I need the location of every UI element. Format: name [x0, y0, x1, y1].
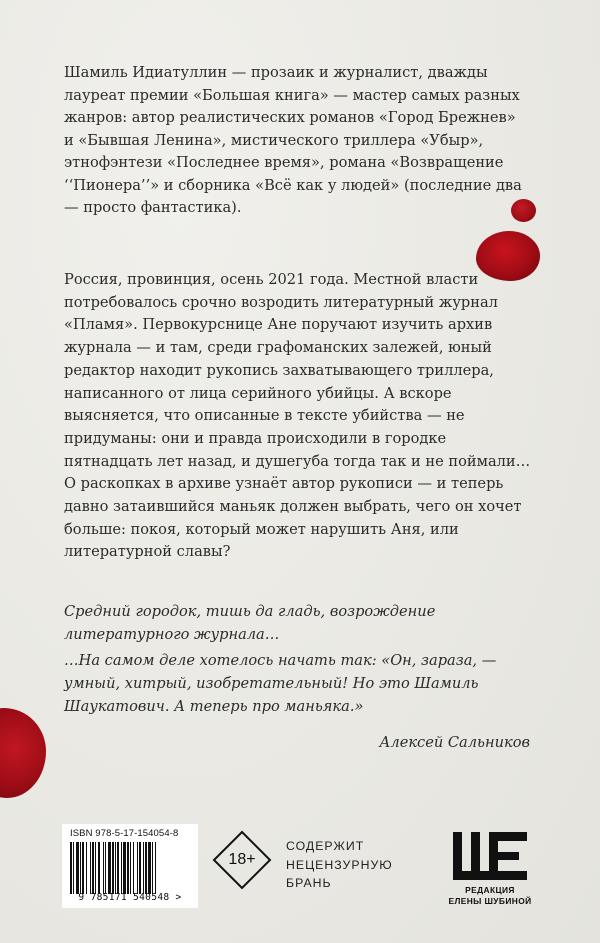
- publisher-imprint: [440, 885, 540, 906]
- barcode-bar: [148, 842, 151, 894]
- isbn-barcode: [62, 824, 198, 908]
- barcode-bar: [143, 842, 144, 894]
- barcode-bar: [92, 842, 94, 894]
- synopsis-paragraph-1: Россия, провинция, осень 2021 года. Местной власти потребовалось срочно возродить литературный журнал «Пламя». Первокурснице Ане поручают изучить архив журнала — и там, среди графоманских залежей, юный редактор находит рукопись захватывающего триллера, написанного от лица серийного убийцы. А вскоре выясняется, что описанные в тексте убийства — не придуманы: они и правда происходили в городке пятнадцать лет назад, и душегуба тогда так и не поймали…: [64, 271, 531, 470]
- barcode-bar: [155, 842, 156, 894]
- barcode-bar: [133, 842, 134, 894]
- barcode-bar: [123, 842, 126, 894]
- barcode-bar: [105, 842, 106, 894]
- isbn-label: ISBN 978-5-17-154054-8: [70, 828, 179, 839]
- barcode-bar: [103, 842, 104, 894]
- blood-stain-left-edge: [0, 708, 46, 798]
- barcode-bar: [139, 842, 141, 894]
- barcode-digits: 9 785171 540548 >: [78, 892, 182, 903]
- barcode-bar: [112, 842, 114, 894]
- profanity-warning: [286, 837, 393, 893]
- blurb-quote: [64, 601, 534, 754]
- imprint-line-2: ЕЛЕНЫ ШУБИНОЙ: [448, 895, 532, 906]
- barcode-bar: [86, 842, 87, 894]
- barcode-bar: [115, 842, 116, 894]
- barcode-bar: [137, 842, 138, 894]
- barcode-bar: [70, 842, 72, 894]
- barcode-bar: [117, 842, 119, 894]
- quote-line-2: …На самом деле хотелось начать так: «Он, зараза, — умный, хитрый, изобретательный! Но это Шамиль Шаукатович. А теперь про маньяка.»: [64, 652, 497, 715]
- barcode-bar: [130, 842, 131, 894]
- barcode-bar: [76, 842, 79, 894]
- warning-line-3: БРАНЬ: [286, 876, 332, 891]
- barcode-bar: [108, 842, 111, 894]
- warning-line-1: СОДЕРЖИТ: [286, 839, 365, 853]
- barcode-bar: [127, 842, 129, 894]
- author-bio: Шамиль Идиатуллин — прозаик и журналист, дважды лауреат премии «Большая книга» — мастер самых разных жанров: автор реалистических романов «Город Брежнев» и «Бывшая Ленина», мистического триллера «Убыр», этнофэнтези «Последнее время», романа «Возвращение ‘‘Пионера’’» и сборника «Всё как у людей» (последние два — просто фантастика).: [64, 64, 522, 216]
- age-rating-label: 18+: [228, 851, 256, 868]
- quote-line-1: Средний городок, тишь да гладь, возрождение литературного журнала…: [64, 603, 436, 643]
- barcode-bar: [80, 842, 81, 894]
- barcode-bar: [145, 842, 147, 894]
- book-synopsis: [64, 269, 532, 564]
- publisher-logo-icon: [449, 828, 531, 884]
- quote-author: Алексей Сальников: [379, 733, 530, 751]
- barcode-bar: [98, 842, 100, 894]
- warning-line-2: НЕЦЕНЗУРНУЮ: [286, 857, 393, 872]
- barcode-bar: [121, 842, 122, 894]
- barcode-bar: [95, 842, 96, 894]
- barcode-bar: [152, 842, 153, 894]
- imprint-line-1: РЕДАКЦИЯ: [465, 885, 515, 895]
- barcode-bars: [70, 842, 190, 894]
- barcode-bar: [73, 842, 74, 894]
- barcode-bar: [90, 842, 91, 894]
- synopsis-paragraph-2: О раскопках в архиве узнаёт автор рукописи — и теперь давно затаившийся маньяк должен выбрать, чего он хочет больше: покоя, который может нарушить Аня, или литературной славы?: [64, 475, 522, 561]
- barcode-bar: [82, 842, 84, 894]
